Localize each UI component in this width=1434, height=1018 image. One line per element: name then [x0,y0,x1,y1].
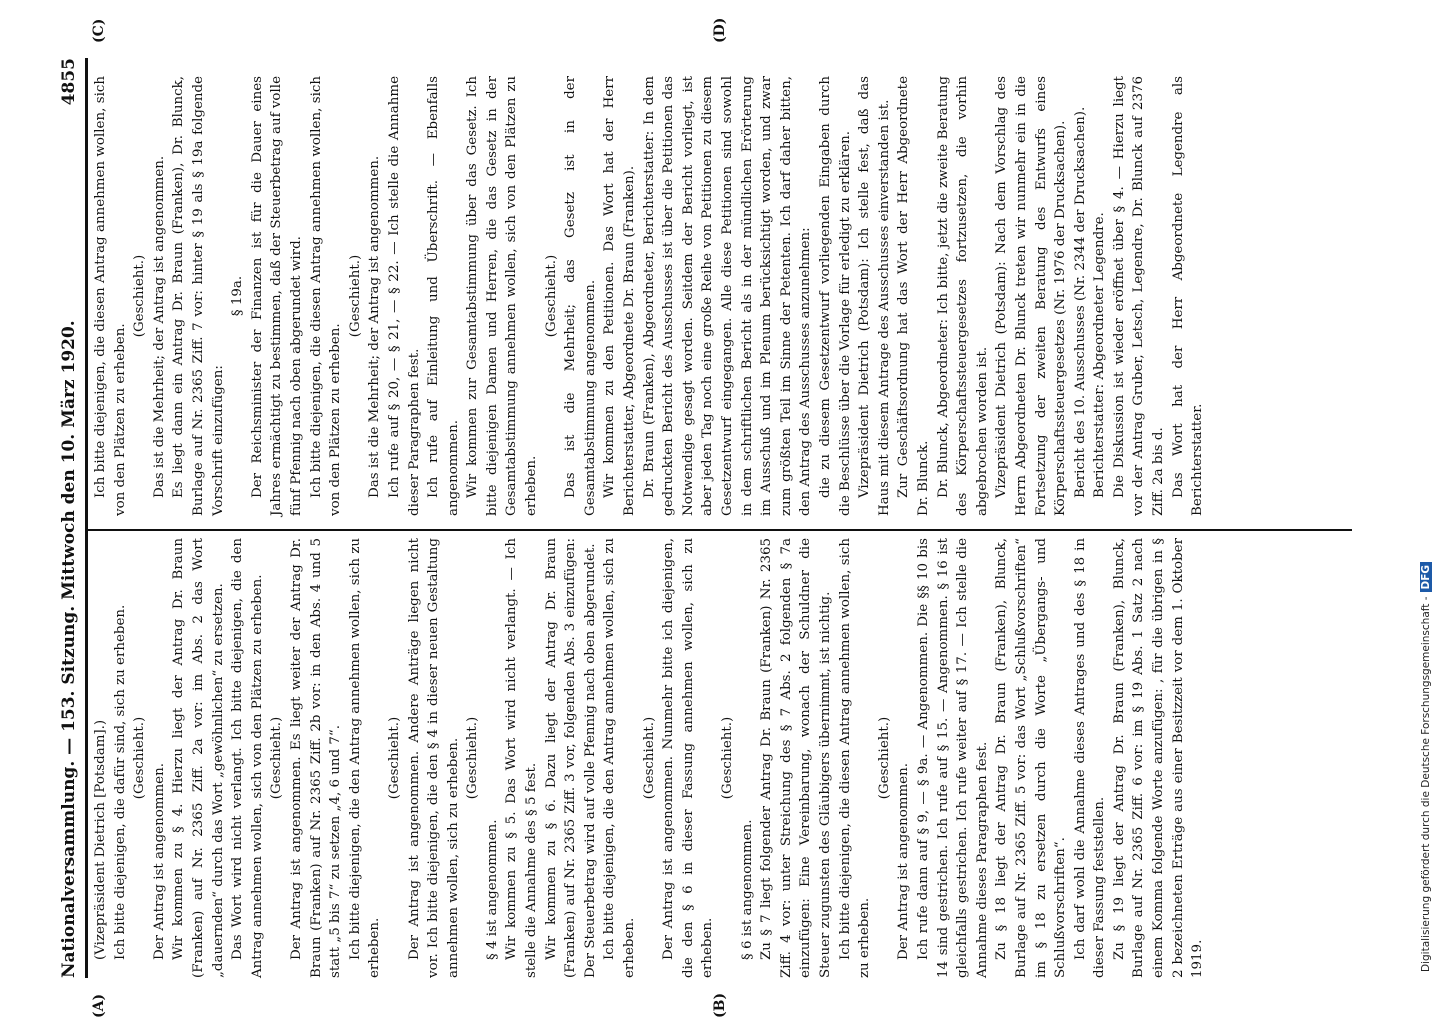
column-divider [87,529,1352,531]
left-column-paragraph: § 4 ist angenommen. [484,819,500,960]
dfg-logo: DFG [1420,562,1432,593]
right-column-paragraph: die zu diesem Gesetzentwurf vorliegenden Eingaben durch die Beschlüsse über die Vorlage für erledigt zu erklären. [817,76,853,516]
left-column-paragraph: Zu § 18 liegt der Antrag Dr. Braun (Franken), Blunck, Burlage auf Nr. 2365 Ziff. 5 vor: das Wort „Schlußvorschriften“ im § 18 zu ersetzen durch die Worte „Übergangs- und Schlußvorschriften“. [994,538,1069,978]
right-column-paragraph: (Geschieht.) [543,254,559,338]
right-column-paragraph: Ich rufe auf Einleitung und Überschrift. — Ebenfalls angenommen. [426,76,461,516]
left-column-paragraph: Ich darf wohl die Annahme dieses Antrages und des § 18 in dieser Fassung feststellen. [1072,538,1108,978]
margin-marker-d: (D) [712,17,728,43]
left-column-paragraph: Ich bitte diejenigen, die dafür sind, sich zu erheben. [112,604,128,960]
page-header [57,58,81,978]
right-column-paragraph: Vizepräsident Dietrich (Potsdam): Nach dem Vorschlag des Herrn Abgeordneten Dr. Blunck treten wir nunmehr ein in die Fortsetzung der zweiten Beratung des Entwurfs eines Körperschaftssteuergesetzes (Nr. 1976 der Drucksachen). [994,76,1069,516]
right-column-paragraph: Ich bitte diejenigen, die diesen Antrag annehmen wollen, sich von den Plätzen zu erheben. [93,76,128,516]
left-column-paragraph: Wir kommen zu § 5. Das Wort wird nicht verlangt. — Ich stelle die Annahme des § 5 fest. [504,538,540,978]
left-column-paragraph: § 6 ist angenommen. [739,819,755,960]
left-column-paragraph: Ich bitte diejenigen, die diesen Antrag annehmen wollen, sich zu erheben. [837,538,873,978]
left-column-paragraph: Zu § 7 liegt folgender Antrag Dr. Braun (Franken) Nr. 2365 Ziff. 4 vor: unter Streichung des § 7 Abs. 2 folgenden § 7a einzufügen: Eine Vereinbarung, wonach der Schuldner die Steuer zugunsten des Gläubigers übernimmt, ist nichtig. [759,538,833,978]
right-column-paragraph: (Geschieht.) [132,254,148,338]
header-rule [85,58,88,978]
right-column-paragraph: Wir kommen zu den Petitionen. Das Wort hat der Herr Berichterstatter, Abgeordnete Dr. Braun (Franken). [602,76,638,516]
right-column-paragraph: Ich bitte diejenigen, die diesen Antrag annehmen wollen, sich von den Plätzen zu erheben. [308,76,344,516]
right-column-paragraph: Ich rufe auf § 20, — § 21, — § 22. — Ich stelle die Annahme dieser Paragraphen fest. [386,76,422,516]
digitization-note [1420,12,1434,972]
left-column-paragraph: Ich rufe dann auf § 9, — § 9a. — Angenommen. Die §§ 10 bis 14 sind gestrichen. Ich rufe auf § 15. — Angenommen. § 16 ist gleichfalls gestrichen. Ich rufe weiter auf § 17. — Ich stelle die Annahme dieses Paragraphen fest. [915,538,990,978]
rotated-page [57,17,1352,1018]
right-column-paragraph: (Geschieht.) [347,254,363,338]
header-title: Nationalversammlung. — 153. Sitzung. Mittwoch den 10. März 1920. [59,320,79,978]
left-column-paragraph: (Geschieht.) [132,716,148,800]
left-column-paragraph: Der Antrag ist angenommen. Es liegt weiter der Antrag Dr. Braun (Franken) auf Nr. 2365 Ziff. 2b vor: in den Abs. 4 und 5 statt „5 bis 7“ zu setzen „4, 6 und 7“. [288,538,344,978]
right-column-paragraph: Das ist die Mehrheit; der Antrag ist angenommen. [367,155,383,498]
left-column-paragraph: Ich bitte diejenigen, die den Antrag annehmen wollen, sich zu erheben. [347,538,383,978]
right-column-paragraph: Dr. Braun (Franken), Abgeordneter, Berichterstatter: In dem gedruckten Bericht des Ausschusses ist über die Petitionen das Notwendige gesagt worden. Seitdem der Bericht vorliegt, ist aber jeden Tag noch eine große Reihe von Petitionen zu diesem Gesetzentwurf eingegangen. Alle diese Petitionen sind sowohl in dem schriftlichen Bericht als in der mündlichen Erörterung im Ausschuß und im Plenum berücksichtigt worden, und zwar zum größten Teil im Sinne der Petenten. Ich darf daher bitten, den Antrag des Ausschusses anzunehmen: [641,76,814,516]
right-column-paragraph: Das ist die Mehrheit; das Gesetz ist in der Gesamtabstimmung angenommen. [563,76,598,516]
left-column-paragraph: (Geschieht.) [876,716,892,800]
right-column-paragraph: Es liegt dann ein Antrag Dr. Braun (Franken), Dr. Blunck, Burlage auf Nr. 2365 Ziff. 7 vor: hinter § 19 als § 19a folgende Vorschrift einzufügen: [171,76,226,516]
left-column-paragraph: Zu § 19 liegt der Antrag Dr. Braun (Franken), Blunck, Burlage auf Nr. 2365 Ziff. 6 vor: im § 19 Abs. 1 Satz 2 nach einem Komma folgende Worte anzufügen: , für die übrigen in § 2 bezeichneten Erträge aus einer Besitzzeit vor dem 1. Oktober 1919. [1111,538,1206,978]
right-column-paragraph: Berichterstatter: Abgeordneter Legendre. [1092,212,1108,498]
left-column-paragraph: Das Wort wird nicht verlangt. Ich bitte diejenigen, die den Antrag annehmen wollen, sich von den Plätzen zu erheben. [230,538,265,978]
right-column-paragraph: Das ist die Mehrheit; der Antrag ist angenommen. [151,155,167,498]
margin-marker-a: (A) [91,993,107,1018]
left-column-paragraph: Der Antrag ist angenommen. Nunmehr bitte ich diejenigen, die den § 6 in dieser Fassung annehmen wollen, sich zu erheben. [661,538,716,978]
left-column-paragraph: Der Antrag ist angenommen. Andere Anträge liegen nicht vor. Ich bitte diejenigen, die den § 4 in dieser neuen Gestaltung annehmen wollen, sich zu erheben. [406,538,461,978]
right-column-paragraph: Die Diskussion ist wieder eröffnet über § 4. — Hierzu liegt vor der Antrag Gruber, Letsch, Legendre, Dr. Blunck auf 2376 Ziff. 2a bis d. [1111,76,1167,516]
margin-marker-b: (B) [712,992,728,1018]
right-column-paragraph: Das Wort hat der Herr Abgeordnete Legendre als Berichterstatter. [1170,76,1206,516]
left-column-paragraph: (Geschieht.) [465,716,481,800]
left-column-paragraph: (Geschieht.) [386,716,402,800]
right-column-paragraph: § 19a. [230,275,246,317]
left-column-paragraph: Wir kommen zu § 6. Dazu liegt der Antrag Dr. Braun (Franken) auf Nr. 2365 Ziff. 3 vor, folgenden Abs. 3 einzufügen: Der Steuerbetrag wird auf volle Pfennig nach oben abgerundet. [543,538,598,978]
page-number: 4855 [59,58,79,106]
left-column-paragraph: (Geschieht.) [269,716,285,800]
left-column-paragraph: Der Antrag ist angenommen. [151,763,167,960]
right-column-paragraph: Dr. Blunck, Abgeordneter: Ich bitte, jetzt die zweite Beratung des Körperschaftssteuergesetzes fortzusetzen, die vorhin abgebrochen worden ist. [935,76,990,516]
left-column-paragraph: (Vizepräsident Dietrich [Potsdam].) [93,719,108,960]
margin-marker-c: (C) [91,18,107,43]
right-column-paragraph: Bericht des 10. Ausschusses (Nr. 2344 der Drucksachen). [1072,106,1088,498]
right-column-paragraph: Der Reichsminister der Finanzen ist für die Dauer eines Jahres ermächtigt zu bestimmen, daß der Steuerbetrag auf volle fünf Pfennig nach oben abgerundet wird. [249,76,304,516]
left-column-paragraph: Der Antrag ist angenommen. [896,763,912,960]
left-column [91,538,1208,978]
left-column-paragraph: Wir kommen zu § 4. Hierzu liegt der Antrag Dr. Braun (Franken) auf Nr. 2365 Ziff. 2a vor: im Abs. 2 das Wort „dauernden“ durch das Wort „gewöhnlichen“ zu ersetzen. [171,538,226,978]
right-column-paragraph: Zur Geschäftsordnung hat das Wort der Herr Abgeordnete Dr. Blunck. [896,76,931,516]
right-column [91,76,1208,516]
left-column-paragraph: (Geschieht.) [641,716,657,800]
right-column-paragraph: Vizepräsident Dietrich (Potsdam): Ich stelle fest, daß das Haus mit diesem Antrage des Ausschusses einverstanden ist. [857,76,892,516]
right-column-paragraph: Wir kommen zur Gesamtabstimmung über das Gesetz. Ich bitte diejenigen Damen und Herren, die das Gesetz in der Gesamtabstimmung annehmen wollen, sich von den Plätzen zu erheben. [465,76,540,516]
digitization-text: Digitalisierung gefördert durch die Deutsche Forschungsgemeinschaft - [1420,596,1432,972]
left-column-paragraph: Ich bitte diejenigen, die den Antrag annehmen wollen, sich zu erheben. [602,538,638,978]
left-column-paragraph: (Geschieht.) [720,716,735,800]
